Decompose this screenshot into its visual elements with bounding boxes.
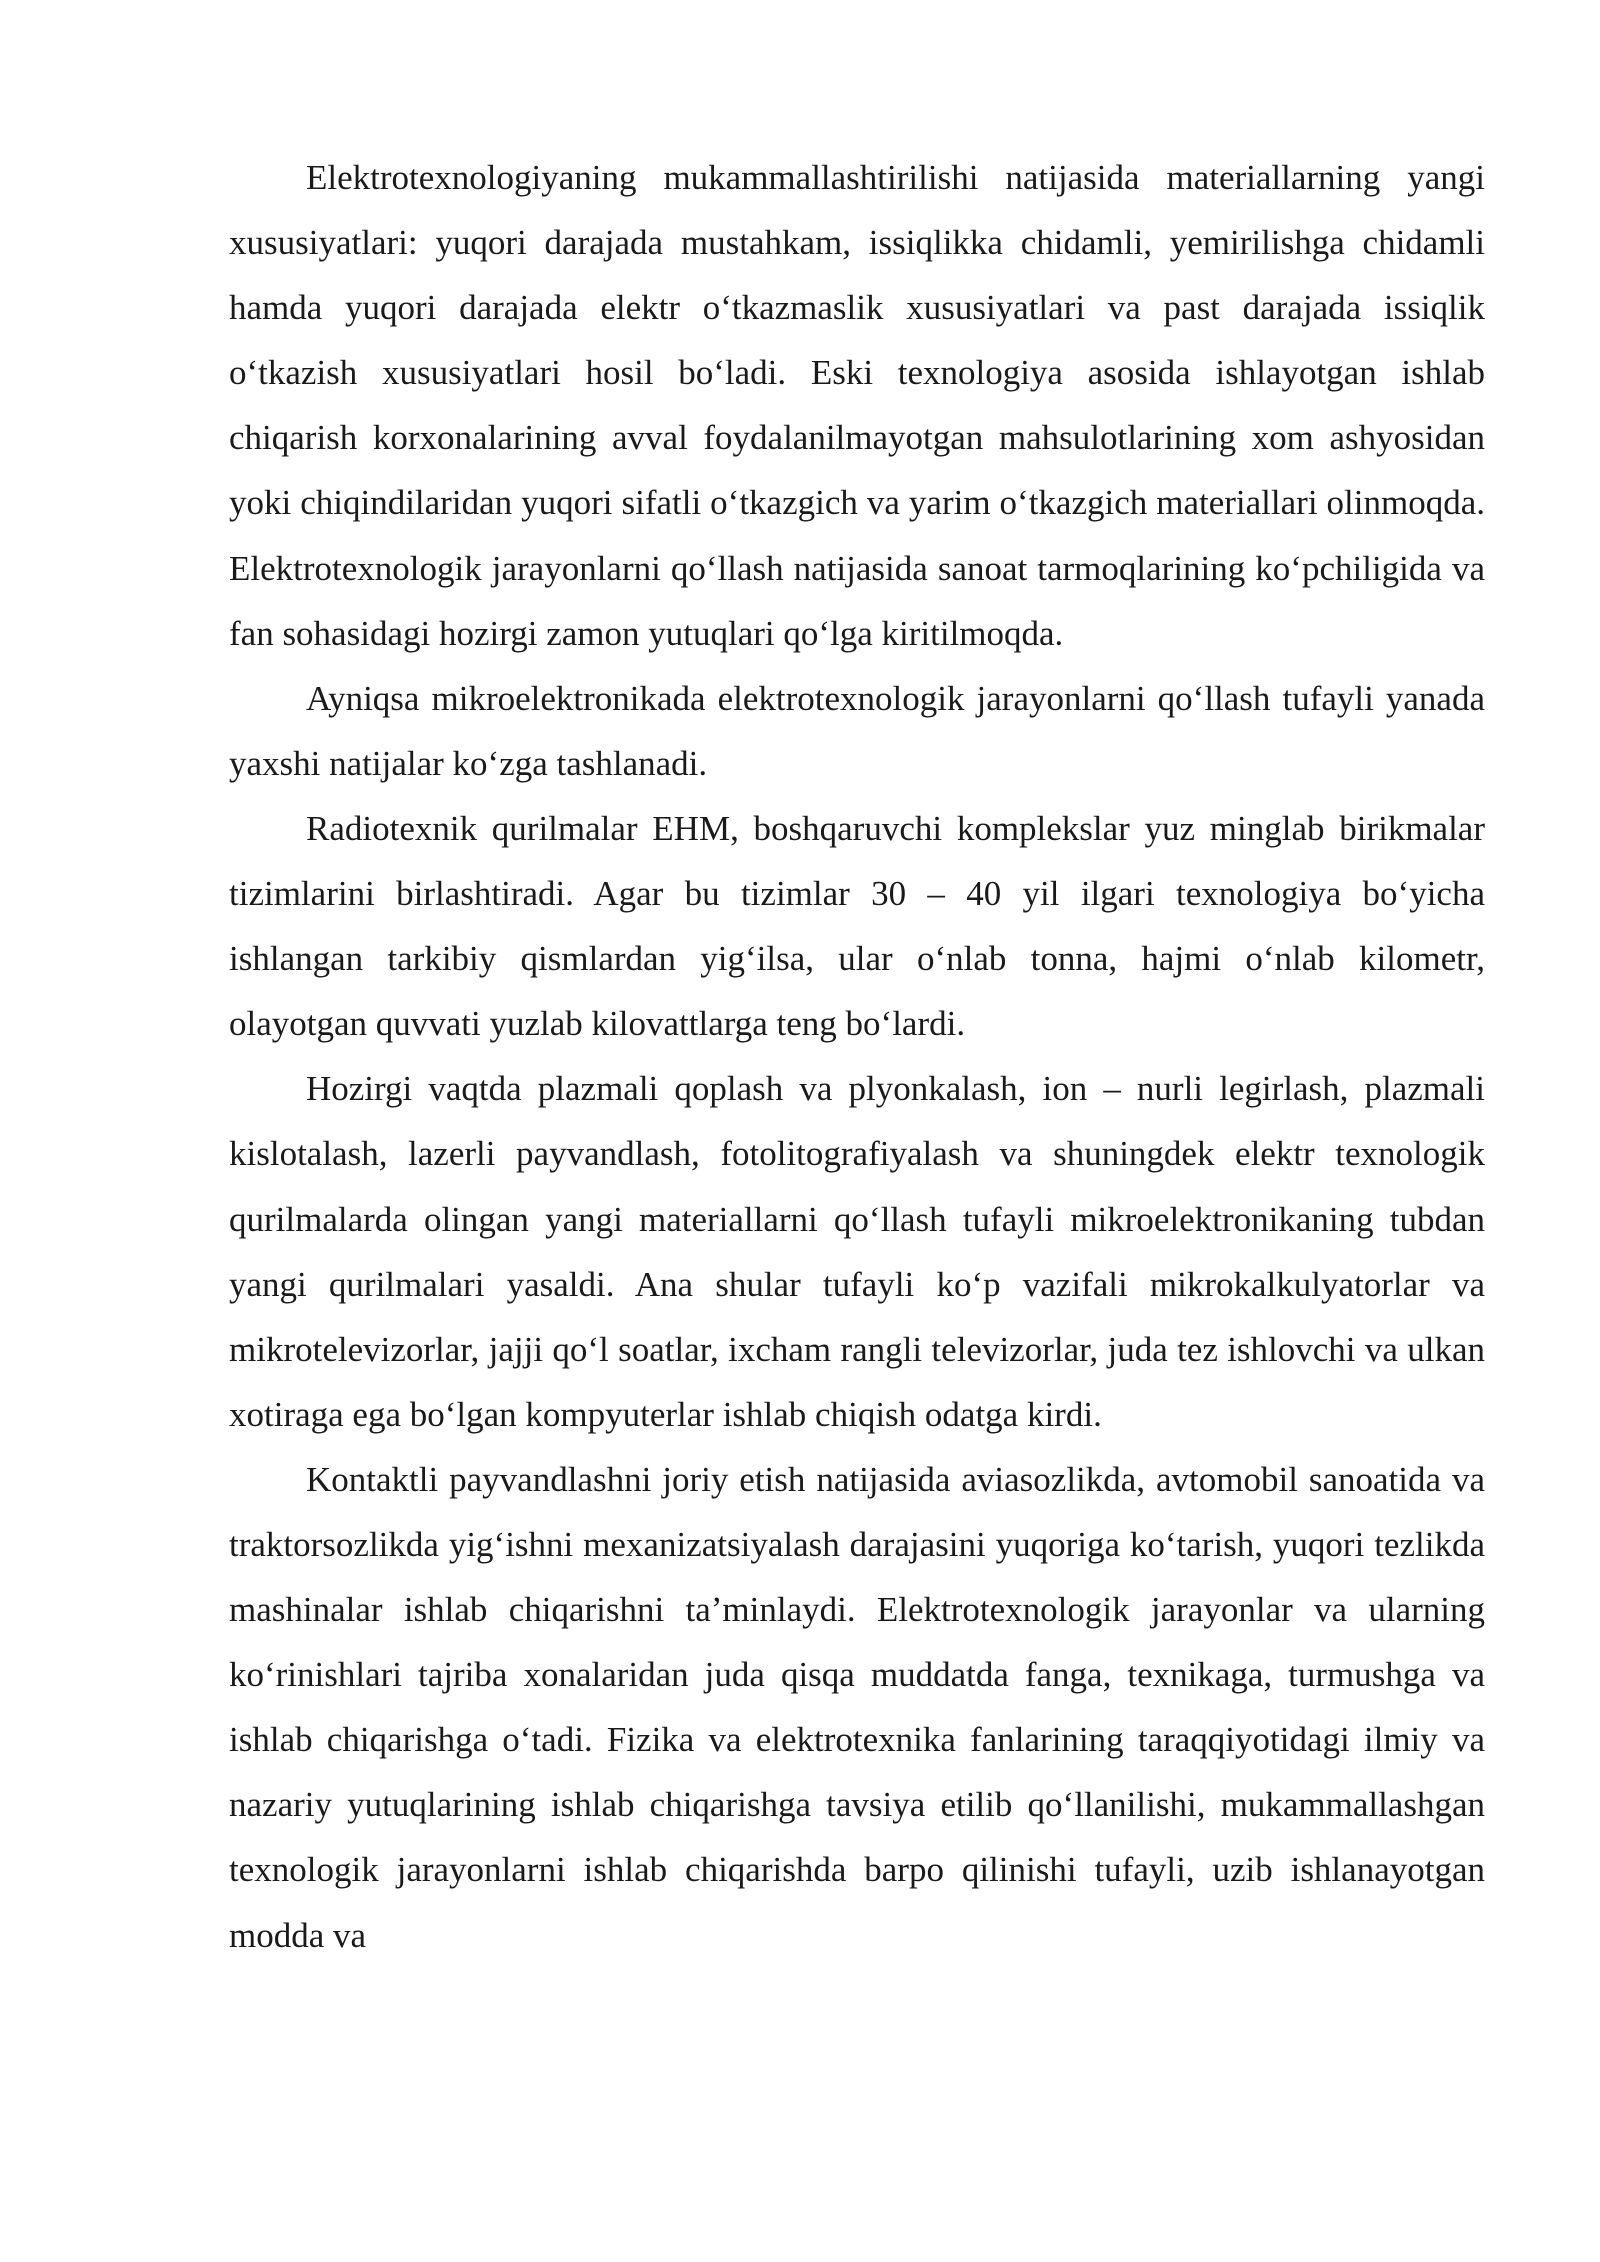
- paragraph-1: Elektrotexnologiyaning mukammallashtirilishi natijasida materiallarning yangi xususiyatlari: yuqori darajada mustahkam, issiqlikka chidamli, yemirilishga chidamli hamda yuqori darajada elektr oʻtkazmaslik xususiyatlari va past darajada issiqlik oʻtkazish xususiyatlari hosil boʻladi. Eski texnologiya asosida ishlayotgan ishlab chiqarish korxonalarining avval foydalanilmayotgan mahsulotlarining xom ashyosidan yoki chiqindilaridan yuqori sifatli oʻtkazgich va yarim oʻtkazgich materiallari olinmoqda. Elektrotexnologik jarayonlarni qoʻllash natijasida sanoat tarmoqlarining koʻpchiligida va fan sohasidagi hozirgi zamon yutuqlari qoʻlga kiritilmoqda.: [229, 158, 1485, 653]
- paragraph-4: Hozirgi vaqtda plazmali qoplash va plyonkalash, ion – nurli legirlash, plazmali kislotalash, lazerli payvandlash, fotolitografiyalash va shuningdek elektr texnologik qurilmalarda olingan yangi materiallarni qoʻllash tufayli mikroelektronikaning tubdan yangi qurilmalari yasaldi. Ana shular tufayli koʻp vazifali mikrokalkulyatorlar va mikrotelevizorlar, jajji qoʻl soatlar, ixcham rangli televizorlar, juda tez ishlovchi va ulkan xotiraga ega boʻlgan kompyuterlar ishlab chiqish odatga kirdi.: [229, 1069, 1485, 1434]
- paragraph-5: Kontaktli payvandlashni joriy etish natijasida aviasozlikda, avtomobil sanoatida va traktorsozlikda yigʻishni mexanizatsiyalash darajasini yuqoriga koʻtarish, yuqori tezlikda mashinalar ishlab chiqarishni taʼminlaydi. Elektrotexnologik jarayonlar va ularning koʻrinishlari tajriba xonalaridan juda qisqa muddatda fanga, texnikaga, turmushga va ishlab chiqarishga oʻtadi. Fizika va elektrotexnika fanlarining taraqqiyotidagi ilmiy va nazariy yutuqlarining ishlab chiqarishga tavsiya etilib qoʻllanilishi, mukammallashgan texnologik jarayonlarni ishlab chiqarishda barpo qilinishi tufayli, uzib ishlanayotgan modda va: [229, 1459, 1485, 1955]
- paragraph-2: Ayniqsa mikroelektronikada elektrotexnologik jarayonlarni qoʻllash tufayli yanada yaxshi natijalar koʻzga tashlanadi.: [229, 678, 1485, 783]
- paragraph-3: Radiotexnik qurilmalar EHM, boshqaruvchi komplekslar yuz minglab birikmalar tizimlarini birlashtiradi. Agar bu tizimlar 30 – 40 yil ilgari texnologiya boʻyicha ishlangan tarkibiy qismlardan yigʻilsa, ular oʻnlab tonna, hajmi oʻnlab kilometr, olayotgan quvvati yuzlab kilovattlarga teng boʻlardi.: [229, 808, 1485, 1044]
- document-body: [229, 145, 1485, 1968]
